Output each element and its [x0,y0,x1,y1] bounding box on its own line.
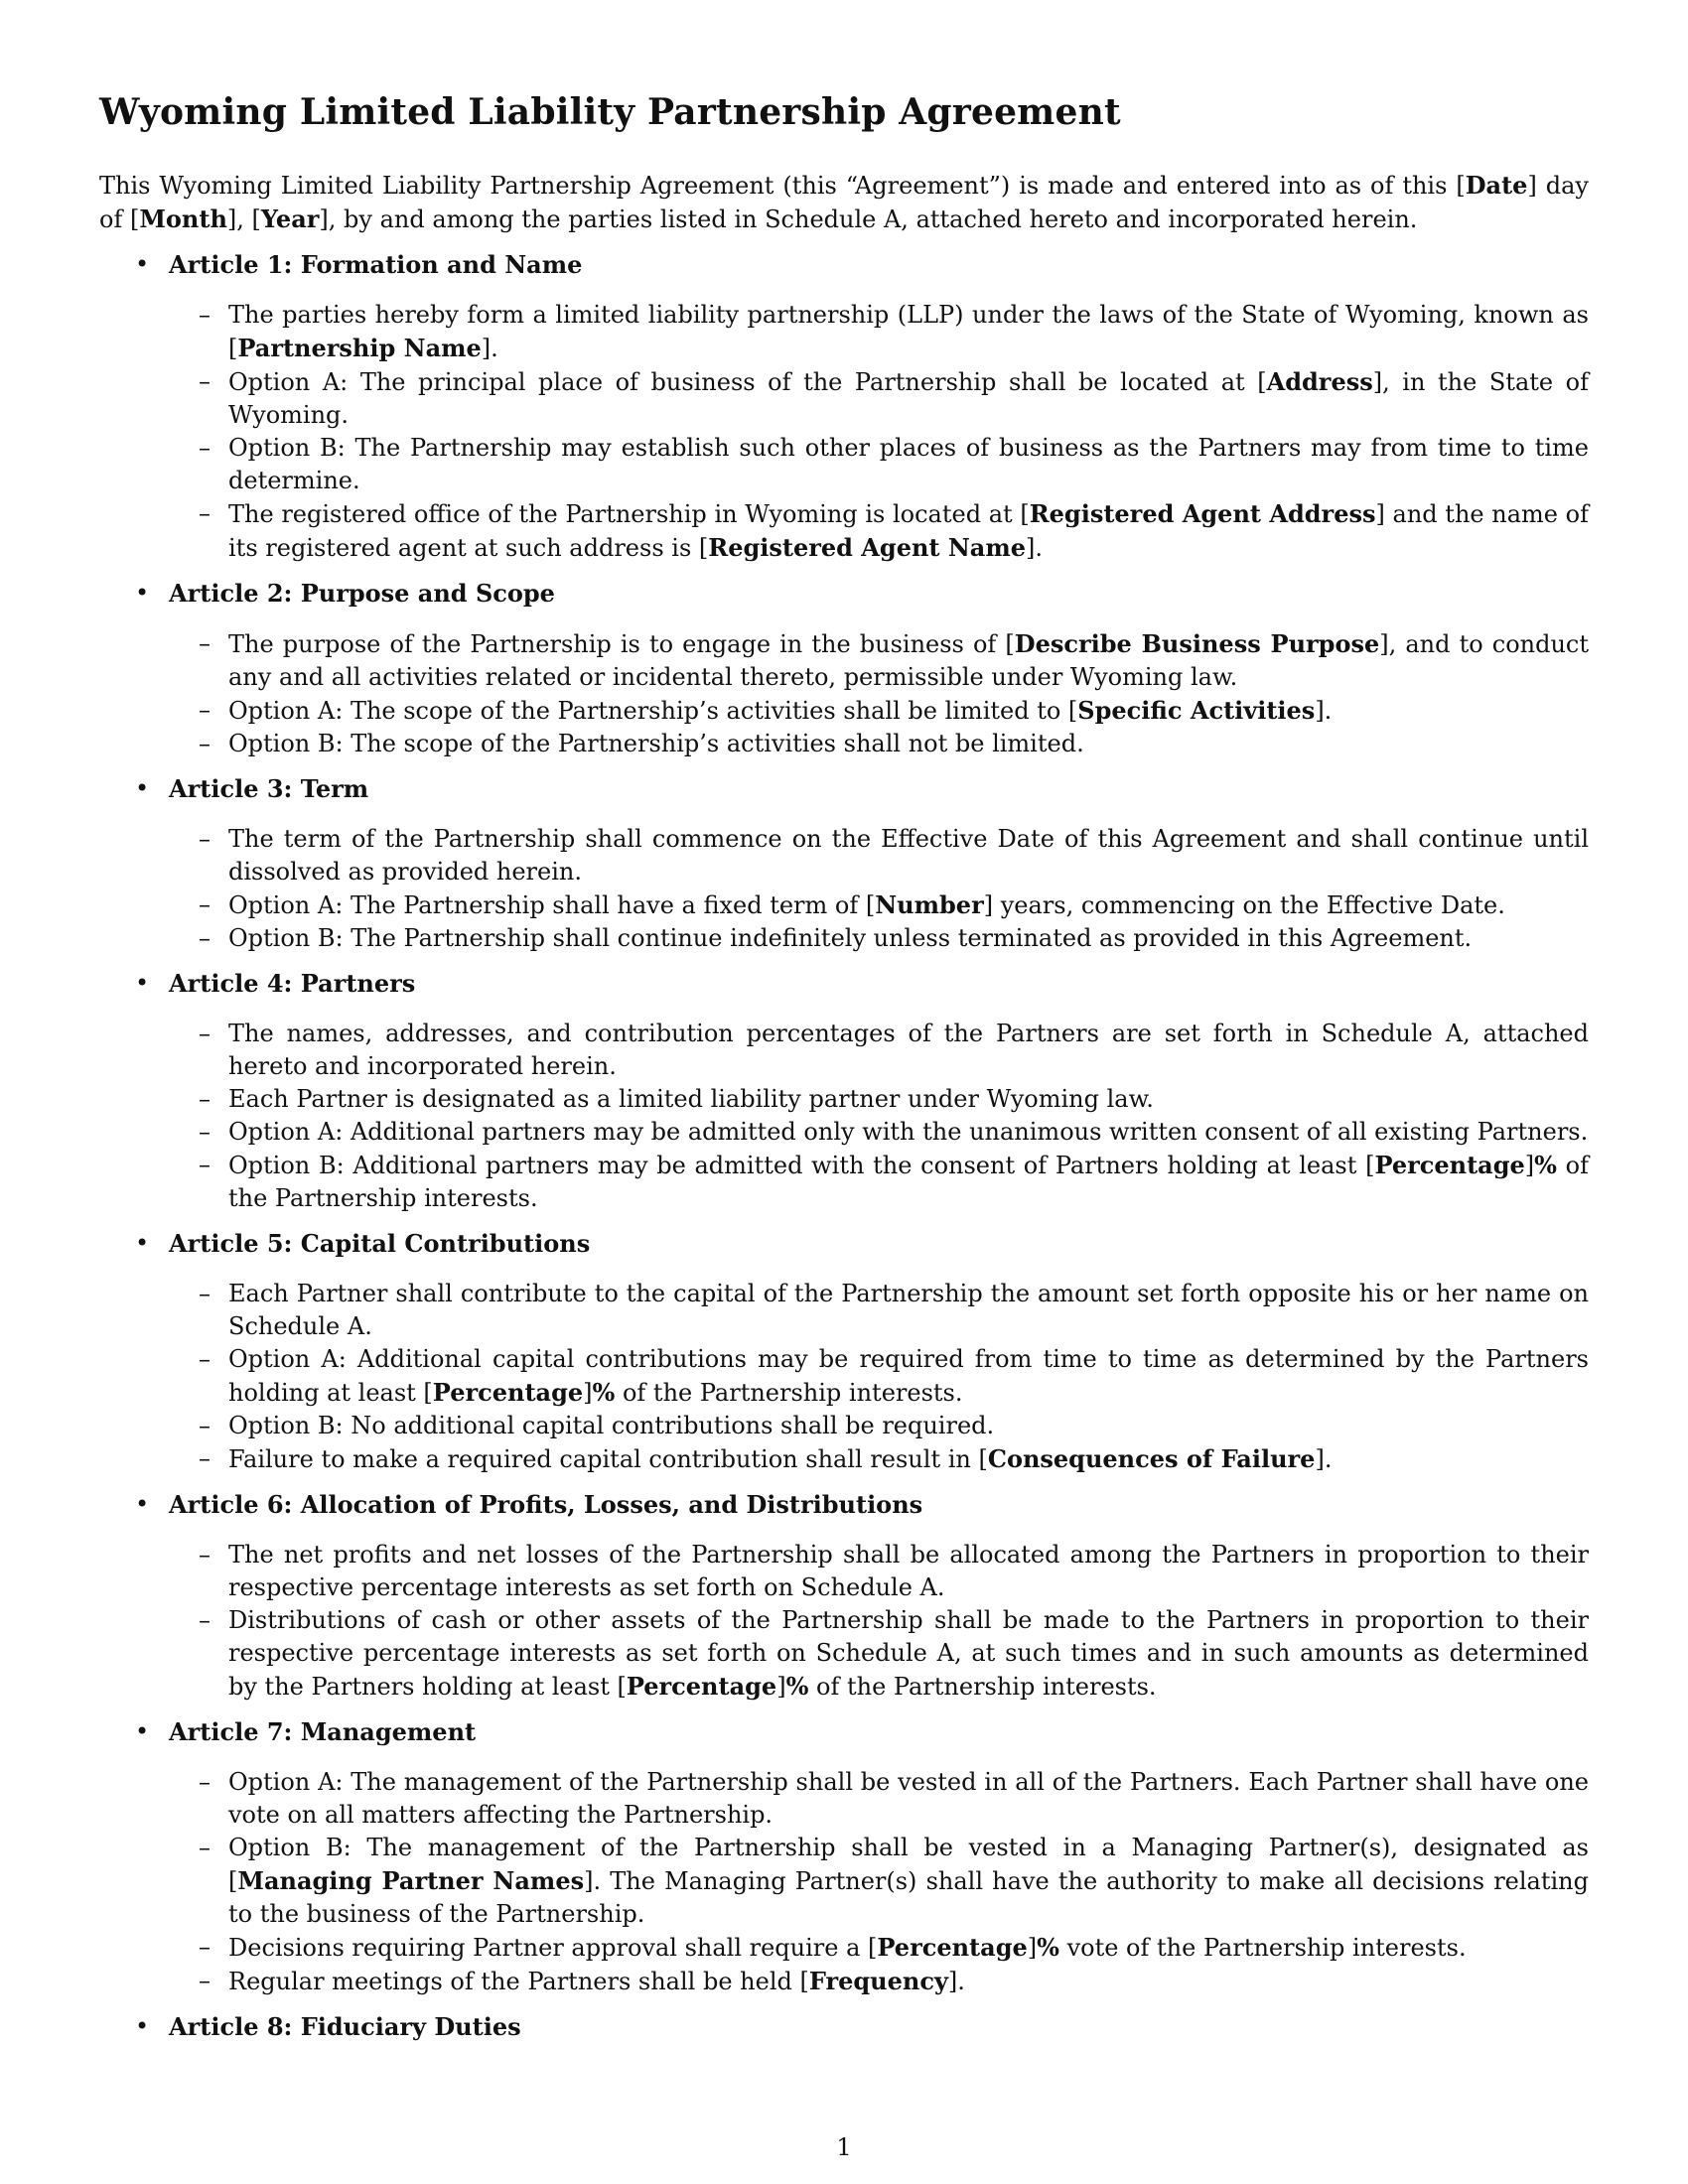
article-heading: Article 4: Partners [169,969,416,998]
dash-icon: – [199,1151,211,1178]
clause-item [169,365,1589,432]
document-title: Wyoming Limited Liability Partnership Agreement [99,91,1121,133]
clause-item [169,432,1589,497]
clause-text: Option A: The management of the Partnership shall be vested in all of the Partners. Each Partner shall have one vote on all matters affecting the Partnership. [228,1768,1589,1829]
clause-item [169,728,1589,760]
clause-item [169,1442,1589,1476]
clause-text: Option A: The scope of the Partnership’s activities shall be limited to [Specific Activities]. [228,696,1333,725]
article-heading: Article 7: Management [169,1717,477,1746]
article-item [99,2010,1589,2043]
clause-text: Option B: The scope of the Partnership’s activities shall not be limited. [228,730,1084,757]
articles-list [99,248,1589,2043]
clause-text: Option B: Additional partners may be admitted with the consent of Partners holding at least [Percentage]% of the Partnership interests. [228,1151,1589,1212]
dash-icon: – [199,629,211,657]
article-item [99,967,1589,1215]
article-item [99,1715,1589,1998]
clause-text: The names, addresses, and contribution percentages of the Partners are set forth in Schedule A, attached hereto and incorporated herein. [228,1020,1589,1080]
article-item [99,1488,1589,1704]
bullet-icon: • [135,2012,150,2040]
document-page [99,87,1589,2055]
clause-text: The net profits and net losses of the Partnership shall be allocated among the Partners in proportion to their respective percentage interests as set forth on Schedule A. [228,1541,1589,1601]
clause-text: The parties hereby form a limited liability partnership (LLP) under the laws of the State of Wyoming, known as [Partnership Name]. [228,301,1589,362]
clause-list [169,1278,1589,1476]
article-heading: Article 3: Term [169,774,369,803]
clause-list [169,1018,1589,1215]
article-heading: Article 8: Fiduciary Duties [169,2012,521,2041]
clause-list [169,823,1589,955]
clause-item [169,1766,1589,1832]
bullet-icon: • [135,969,150,997]
bullet-icon: • [135,1229,150,1257]
clause-text: Distributions of cash or other assets of the Partnership shall be made to the Partners in proportion to their respective percentage interests as set forth on Schedule A, at such times and in such amounts as determined by the Partners holding at least [Percentage]% of the Partnership interests. [228,1606,1589,1701]
clause-text: Regular meetings of the Partners shall be held [Frequency]. [228,1967,965,1995]
dash-icon: – [199,1606,211,1634]
clause-item [169,627,1589,694]
clause-item [169,888,1589,922]
clause-list [169,627,1589,760]
dash-icon: – [199,1345,211,1373]
bullet-icon: • [135,774,150,802]
dash-icon: – [199,301,211,329]
dash-icon: – [199,696,211,724]
clause-list [169,1766,1589,1998]
clause-text: Option A: The Partnership shall have a fixed term of [Number] years, commencing on the Effective Date. [228,890,1505,919]
clause-item [169,1410,1589,1442]
clause-text: Option A: The principal place of business of the Partnership shall be located at [Address], in the State of Wyoming. [228,367,1589,429]
clause-item [169,497,1589,565]
dash-icon: – [199,1541,211,1569]
clause-item [169,1832,1589,1931]
dash-icon: – [199,1412,211,1439]
clause-text: Option A: Additional partners may be admitted only with the unanimous written consent of all existing Partners. [228,1118,1589,1146]
clause-item [169,1965,1589,1998]
dash-icon: – [199,1444,211,1472]
dash-icon: – [199,890,211,918]
clause-text: The registered office of the Partnership in Wyoming is located at [Registered Agent Address] and the name of its registered agent at such address is [Registered Agent Name]. [228,499,1589,562]
dash-icon: – [199,1967,211,1994]
clause-item [169,922,1589,955]
article-heading: Article 6: Allocation of Profits, Losses, and Distributions [169,1490,923,1519]
article-heading: Article 1: Formation and Name [169,250,583,279]
clause-text: The purpose of the Partnership is to engage in the business of [Describe Business Purpose], and to conduct any and all activities related or incidental thereto, permissible under Wyoming law. [228,629,1590,691]
dash-icon: – [199,1933,211,1961]
dash-icon: – [199,730,211,757]
article-item [99,248,1589,565]
bullet-icon: • [135,1717,150,1745]
dash-icon: – [199,825,211,853]
clause-text: Each Partner shall contribute to the capital of the Partnership the amount set forth opposite his or her name on Schedule A. [228,1280,1589,1340]
clause-item [169,694,1589,728]
bullet-icon: • [135,579,150,607]
dash-icon: – [199,1118,211,1146]
clause-item [169,1018,1589,1083]
clause-text: The term of the Partnership shall commence on the Effective Date of this Agreement and shall continue until dissolved as provided herein. [228,825,1589,886]
clause-list [169,299,1589,565]
dash-icon: – [199,1085,211,1113]
dash-icon: – [199,499,211,527]
bullet-icon: • [135,1490,150,1518]
clause-text: Decisions requiring Partner approval shall require a [Percentage]% vote of the Partnership interests. [228,1933,1467,1962]
dash-icon: – [199,1768,211,1796]
clause-item [169,1343,1589,1410]
clause-text: Option A: Additional capital contributions may be required from time to time as determined by the Partners holding at least [Percentage]% of the Partnership interests. [228,1345,1589,1407]
dash-icon: – [199,924,211,952]
intro-paragraph: This Wyoming Limited Liability Partnership Agreement (this “Agreement”) is made and entered into as of this [Date] day of [Month], [Year], by and among the parties listed in Schedule A, attached hereto and incorporated herein. [99,171,1589,233]
article-heading: Article 5: Capital Contributions [169,1229,591,1258]
clause-text: Option B: No additional capital contributions shall be required. [228,1412,995,1439]
dash-icon: – [199,1834,211,1861]
clause-text: Option B: The Partnership may establish such other places of business as the Partners may from time to time determine. [228,434,1589,494]
clause-item [169,1116,1589,1149]
article-heading: Article 2: Purpose and Scope [169,579,555,608]
dash-icon: – [199,434,211,462]
article-item [99,577,1589,760]
clause-item [169,299,1589,365]
clause-item [169,1931,1589,1965]
bullet-icon: • [135,250,150,278]
clause-item [169,823,1589,888]
article-item [99,1227,1589,1476]
clause-list [169,1539,1589,1704]
clause-text: Each Partner is designated as a limited liability partner under Wyoming law. [228,1085,1154,1113]
clause-item [169,1539,1589,1604]
clause-text: Option B: The Partnership shall continue indefinitely unless terminated as provided in this Agreement. [228,924,1473,952]
clause-item [169,1604,1589,1704]
article-item [99,772,1589,955]
dash-icon: – [199,1020,211,1047]
clause-text: Option B: The management of the Partnership shall be vested in a Managing Partner(s), designated as [Managing Partner Names]. The Managing Partner(s) shall have the authority to make all decisions relating to the business of the Partnership. [228,1834,1590,1928]
page-number: 1 [836,2133,852,2161]
clause-item [169,1149,1589,1215]
clause-item [169,1083,1589,1116]
dash-icon: – [199,1280,211,1307]
clause-text: Failure to make a required capital contribution shall result in [Consequences of Failure]. [228,1444,1333,1473]
clause-item [169,1278,1589,1343]
dash-icon: – [199,367,211,395]
